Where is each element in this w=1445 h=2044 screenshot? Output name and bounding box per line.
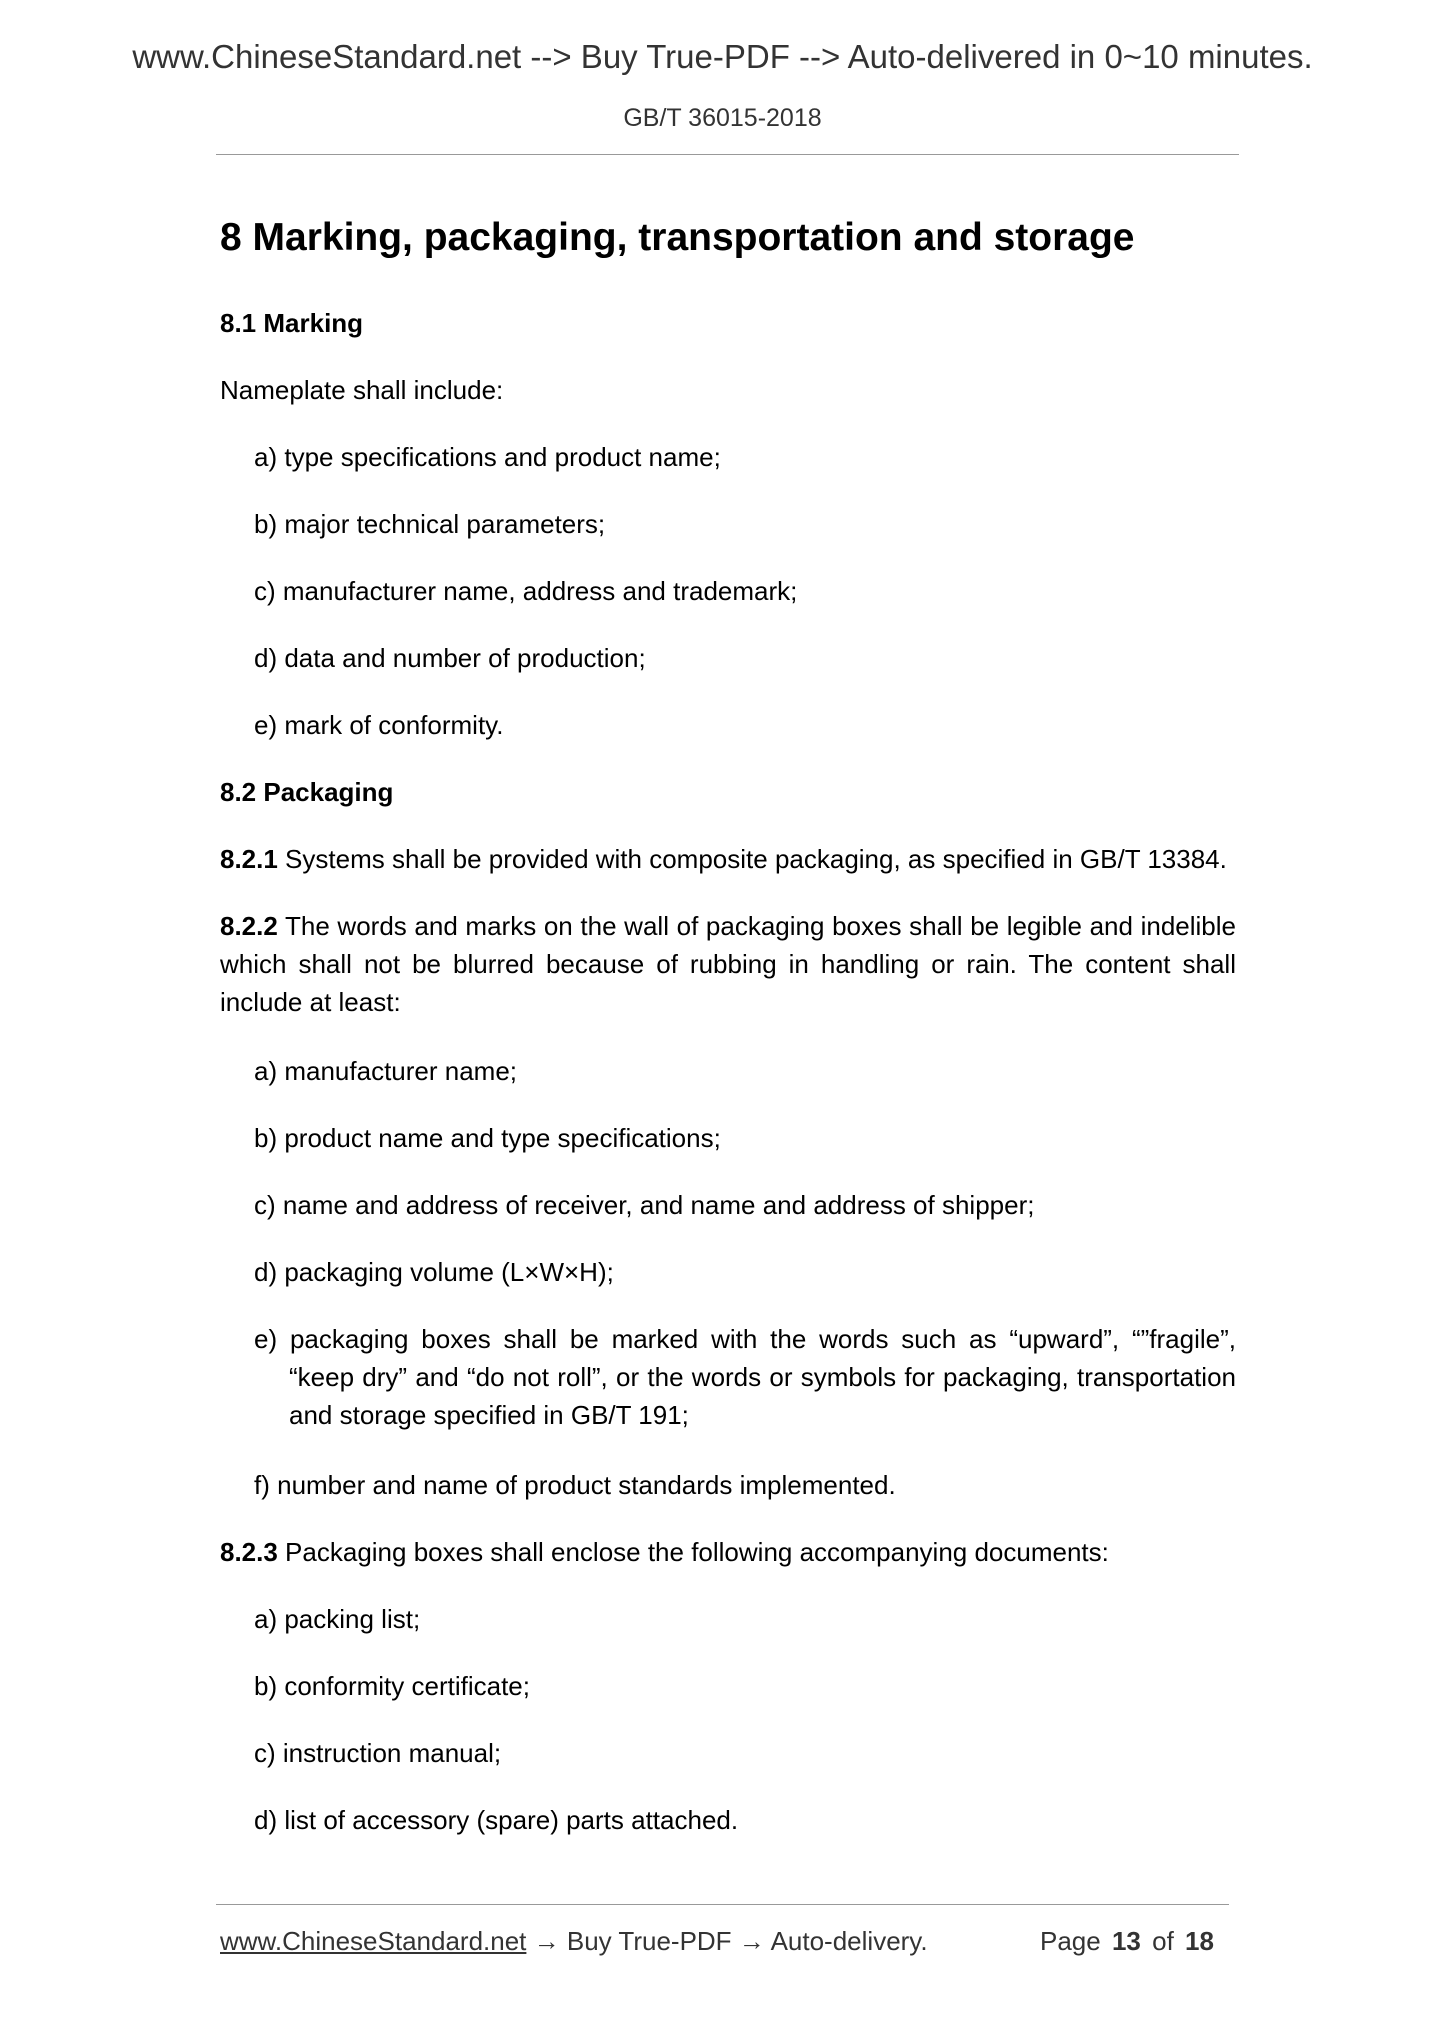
box-item-c: c) name and address of receiver, and name and address of shipper; xyxy=(254,1190,1035,1220)
site-banner: www.ChineseStandard.net --> Buy True-PDF --> Auto-delivered in 0~10 minutes. xyxy=(132,38,1313,75)
document-number: GB/T 36015-2018 xyxy=(623,104,822,132)
clause-text: Packaging boxes shall enclose the following accompanying documents: xyxy=(277,1537,1109,1567)
marking-item-a: a) type specifications and product name; xyxy=(254,442,721,472)
clause-8-2-2 xyxy=(220,907,1236,1021)
marking-item-d: d) data and number of production; xyxy=(254,643,646,673)
footer-site-link[interactable]: www.ChineseStandard.net xyxy=(220,1926,527,1956)
page-current: 13 xyxy=(1111,1926,1141,1956)
page-total: 18 xyxy=(1185,1926,1214,1956)
box-item-b: b) product name and type specifications; xyxy=(254,1123,721,1153)
footer-promo xyxy=(220,1926,928,1957)
page-label: Page xyxy=(1040,1926,1101,1956)
marking-item-c: c) manufacturer name, address and trademark; xyxy=(254,576,798,606)
heading-marking: 8.1 Marking xyxy=(220,308,364,338)
heading-packaging: 8.2 Packaging xyxy=(220,777,394,807)
doc-item-a: a) packing list; xyxy=(254,1604,421,1634)
clause-number: 8.2.3 xyxy=(220,1537,278,1567)
doc-item-b: b) conformity certificate; xyxy=(254,1671,530,1701)
marking-intro: Nameplate shall include: xyxy=(220,375,504,405)
box-item-e: e) packaging boxes shall be marked with the words such as “upward”, “”fragile”, “keep dry” and “do not roll”, or the words or symbols for packaging, transportation and storage specified in GB/T 191; xyxy=(254,1324,1236,1430)
box-item-d: d) packaging volume (L×W×H); xyxy=(254,1257,614,1287)
marking-item-b: b) major technical parameters; xyxy=(254,509,606,539)
doc-item-c: c) instruction manual; xyxy=(254,1738,502,1768)
footer-divider xyxy=(216,1904,1229,1905)
clause-text: The words and marks on the wall of packaging boxes shall be legible and indelible which shall not be blurred because of rubbing in handling or rain. The content shall include at least: xyxy=(220,911,1236,1017)
clause-number: 8.2.1 xyxy=(220,844,278,874)
clause-8-2-3 xyxy=(220,1533,1109,1571)
marking-item-e: e) mark of conformity. xyxy=(254,710,504,740)
clause-8-2-1 xyxy=(220,840,1227,878)
clause-number: 8.2.2 xyxy=(220,911,278,941)
header-divider xyxy=(216,154,1239,155)
box-item-f: f) number and name of product standards implemented. xyxy=(254,1470,896,1500)
section-title: 8 Marking, packaging, transportation and storage xyxy=(220,216,1135,259)
footer-promo-text: → Buy True-PDF → Auto-delivery. xyxy=(526,1926,928,1956)
page-indicator xyxy=(1040,1926,1214,1957)
doc-item-d: d) list of accessory (spare) parts attached. xyxy=(254,1805,739,1835)
box-item-a: a) manufacturer name; xyxy=(254,1056,518,1086)
clause-text: Systems shall be provided with composite packaging, as specified in GB/T 13384. xyxy=(277,844,1227,874)
page-of-label: of xyxy=(1152,1926,1174,1956)
